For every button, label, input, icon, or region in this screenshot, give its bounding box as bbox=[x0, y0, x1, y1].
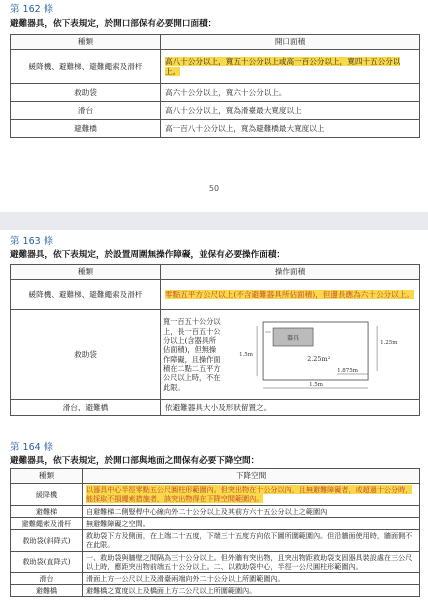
article-164-title: 第 164 條 bbox=[10, 442, 54, 453]
page-50 bbox=[0, 0, 428, 212]
table-162 bbox=[10, 34, 420, 138]
article-163-title: 第 163 條 bbox=[10, 236, 54, 247]
row-value: 無避難障礙之空間。 bbox=[83, 517, 420, 529]
row-value: 高一百八十公分以上，寬為避難橋最大寬度以上 bbox=[161, 120, 420, 138]
table-163 bbox=[10, 264, 420, 416]
table-164 bbox=[10, 468, 420, 597]
device-label: 器具 bbox=[286, 334, 299, 342]
rescue-bag-area-text: 寬一百五十公分以上，長一百五十公分以上(含器具所佔面積)，但無操作障礙，且操作面積在二點二五平方公尺以上時，不在此限。 bbox=[163, 317, 221, 392]
row-type: 避難橋 bbox=[11, 120, 161, 138]
header-type: 種類 bbox=[11, 265, 161, 280]
row-type: 滑台 bbox=[11, 573, 83, 585]
height-label-left: 1.5m bbox=[238, 351, 253, 358]
width-label-inner: 1.875m bbox=[336, 367, 358, 374]
row-type: 避難梯 bbox=[11, 505, 83, 517]
row-value: 高六十公分以上，寬六十公分以上。 bbox=[161, 84, 420, 102]
row-type: 避難繩索及滑杆 bbox=[11, 517, 83, 529]
article-162-title: 第 162 條 bbox=[10, 4, 54, 15]
header-descent-space: 下降空間 bbox=[83, 469, 420, 484]
row-value: 一、救助袋與牆壁之間隔為三十公分以上。但外牆有突出物，且突出物距救助袋支固器具裝設處在三公尺以上時，應距突出物前端五十公分以上。二、以救助袋中心，半徑一公尺圓柱形範圍內。 bbox=[83, 551, 420, 572]
row-type: 緩降機、避難梯、避難繩索及滑杆 bbox=[11, 50, 161, 84]
row-value: 滑面上方一公尺以上及滑臺兩端向外二十公分以上所圍範圍內。 bbox=[83, 573, 420, 585]
header-type: 種類 bbox=[11, 469, 83, 484]
operating-area-diagram bbox=[227, 316, 417, 394]
row-value bbox=[161, 310, 420, 400]
page-gap bbox=[0, 212, 428, 230]
row-value: 自避難梯二側豎桿中心線向外二十公分以上及其前方六十五公分以上之範圍內 bbox=[83, 505, 420, 517]
height-label-right: 1.25m bbox=[379, 339, 398, 346]
row-type: 避難橋 bbox=[11, 585, 83, 597]
header-type: 種類 bbox=[11, 35, 161, 50]
row-type: 緩降機 bbox=[11, 484, 83, 505]
row-value: 高八十公分以上，寬五十公分以上或高一百公分以上，寬四十五公分以上。 bbox=[161, 50, 420, 84]
article-164-intro: 避難器具，依下表規定，於開口部與地面之間保有必要下降空間： bbox=[10, 456, 260, 466]
row-type: 滑台、避難橋 bbox=[11, 400, 161, 416]
article-163-intro: 避難器具，依下表規定，於設置周圍無操作障礙，並保有必要操作面積： bbox=[10, 250, 286, 260]
row-type: 救助袋(斜降式) bbox=[11, 530, 83, 551]
row-type: 救助袋(直降式) bbox=[11, 551, 83, 572]
article-162-intro: 避難器具，依下表規定，於開口部保有必要開口面積： bbox=[10, 19, 217, 29]
row-value: 以器具中心半徑零點五公尺圓柱形範圍內。但突出物在十公分以內，且無避難障礙者，或超過十公分時，能採取不損繩索措施者，該突出物得在下降空間範圍內。 bbox=[83, 484, 420, 505]
header-opening-area: 開口面積 bbox=[161, 35, 420, 50]
page-51 bbox=[0, 230, 428, 600]
row-value: 高八十公分以上，寬為滑臺最大寬度以上 bbox=[161, 102, 420, 120]
header-operating-area: 操作面積 bbox=[161, 265, 420, 280]
row-value: 救助袋下方及側面，在上端二十五度，下端三十五度方向依下圖所圍範圍內。但沿牆面使用時，牆面側不在此限。 bbox=[83, 530, 420, 551]
page-number: 50 bbox=[208, 184, 220, 193]
row-value: 避難橋之寬度以上及橋面上方二公尺以上所圍範圍內。 bbox=[83, 585, 420, 597]
row-type: 滑台 bbox=[11, 102, 161, 120]
row-type: 救助袋 bbox=[11, 310, 161, 400]
area-label: 2.25m² bbox=[306, 354, 331, 363]
row-value: 零點五平方公尺以上(不含避難器具所佔面積)，但邊長應為六十公分以上。 bbox=[161, 280, 420, 310]
row-value: 依避難器具大小及形狀留置之。 bbox=[161, 400, 420, 416]
row-type: 救助袋 bbox=[11, 84, 161, 102]
row-type: 緩降機、避難梯、避難繩索及滑杆 bbox=[11, 280, 161, 310]
width-label-outer: 1.5m bbox=[308, 381, 323, 388]
